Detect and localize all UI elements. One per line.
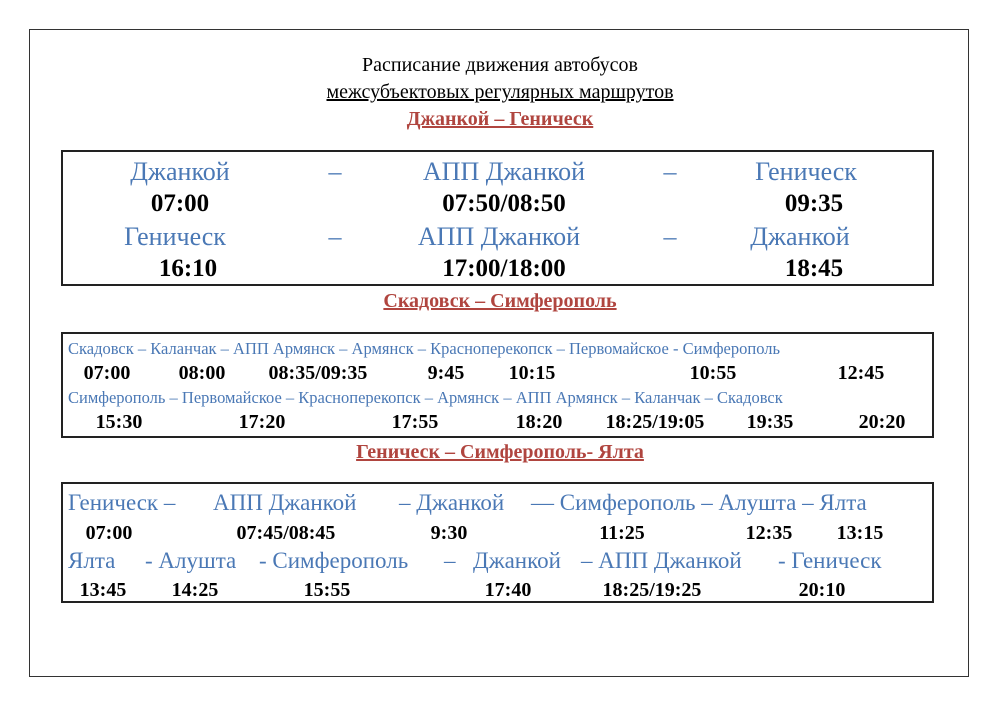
stop: Геническ –: [68, 490, 176, 515]
time: 07:00: [85, 522, 133, 544]
stop: - Симферополь: [259, 548, 409, 573]
time: 15:55: [303, 579, 351, 601]
time: 08:00: [178, 362, 226, 384]
time: 16:10: [158, 255, 218, 282]
time: 17:00/18:00: [442, 255, 566, 282]
dash: –: [444, 548, 456, 573]
time: 12:45: [837, 362, 885, 384]
stop: - Алушта: [145, 548, 237, 573]
time: 17:40: [484, 579, 532, 601]
time: 18:25/19:05: [605, 411, 705, 433]
time: 07:50/08:50: [442, 190, 566, 217]
route3-box: [61, 482, 934, 603]
time: 09:35: [784, 190, 844, 217]
time: 17:20: [238, 411, 286, 433]
time: 12:35: [745, 522, 793, 544]
time: 07:00: [150, 190, 210, 217]
stops-line: Скадовск – Каланчак – АПП Армянск – Армянск – Красноперекопск – Первомайское - Симферополь: [68, 339, 780, 358]
time: 18:20: [515, 411, 563, 433]
route-title-genichesk-yalta: Геническ – Симферополь- Ялта: [356, 441, 644, 463]
stop: – АПП Джанкой: [581, 548, 742, 573]
schedule-title: Расписание движения автобусов: [362, 54, 638, 76]
route1-box: [61, 150, 934, 286]
time: 9:45: [427, 362, 465, 384]
stop: — Симферополь – Алушта – Ялта: [531, 490, 867, 515]
stop: АПП Джанкой: [213, 490, 357, 515]
stop: Ялта: [68, 548, 116, 573]
stop: Джанкой: [473, 548, 561, 573]
time: 10:55: [689, 362, 737, 384]
time: 15:30: [95, 411, 143, 433]
time: 17:55: [391, 411, 439, 433]
route-title-skadovsk-simferopol: Скадовск – Симферополь: [383, 290, 617, 312]
time: 07:45/08:45: [236, 522, 336, 544]
dash: –: [328, 222, 342, 251]
stop: Джанкой: [750, 222, 850, 251]
time: 18:45: [784, 255, 844, 282]
stop: - Геническ: [778, 548, 882, 573]
stop: Геническ: [124, 222, 226, 251]
time: 11:25: [599, 522, 645, 544]
stop: АПП Джанкой: [422, 157, 586, 186]
time: 13:45: [79, 579, 127, 601]
route-title-dzhankoy-genichesk: Джанкой – Геническ: [406, 108, 594, 130]
time: 08:35/09:35: [268, 362, 368, 384]
stop: АПП Джанкой: [417, 222, 581, 251]
stop: Джанкой: [130, 157, 230, 186]
stops-line: Симферополь – Первомайское – Красноперекопск – Армянск – АПП Армянск – Каланчак – Скадовск: [68, 388, 783, 407]
time: 19:35: [746, 411, 794, 433]
stop: – Джанкой: [399, 490, 505, 515]
time: 18:25/19:25: [602, 579, 702, 601]
time: 9:30: [430, 522, 468, 544]
time: 13:15: [836, 522, 884, 544]
time: 07:00: [83, 362, 131, 384]
schedule-subtitle: межсубъектовых регулярных маршрутов: [326, 81, 674, 103]
route2-box: [61, 332, 934, 438]
time: 14:25: [171, 579, 219, 601]
dash: –: [663, 157, 677, 186]
time: 20:10: [798, 579, 846, 601]
time: 10:15: [508, 362, 556, 384]
time: 20:20: [858, 411, 906, 433]
dash: –: [663, 222, 677, 251]
stop: Геническ: [755, 157, 857, 186]
dash: –: [328, 157, 342, 186]
